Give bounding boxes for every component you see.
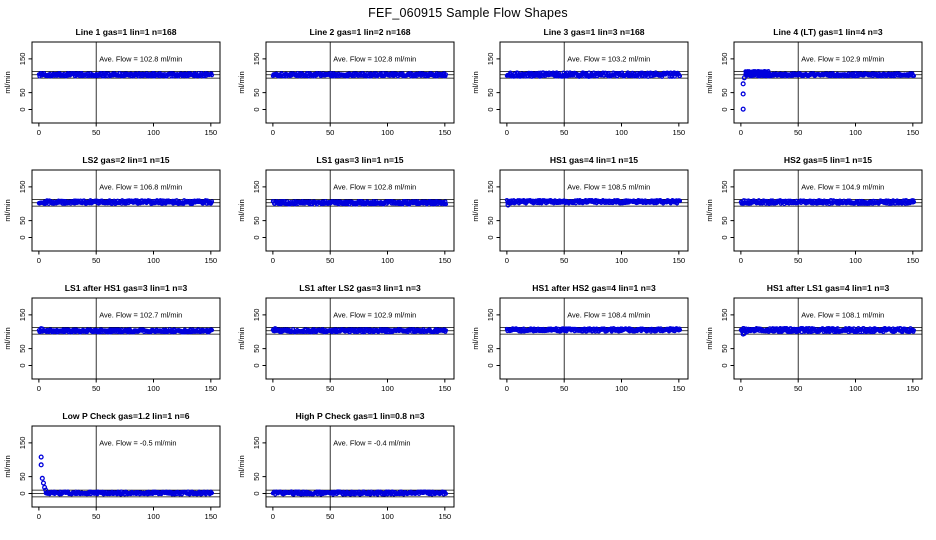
y-axis-label: ml/min (237, 327, 246, 350)
flow-panel-5 (0, 152, 234, 280)
x-tick-label: 50 (793, 128, 803, 137)
y-tick-label: 0 (486, 107, 495, 112)
y-tick-label: 50 (252, 216, 261, 225)
x-tick-label: 50 (559, 256, 569, 265)
y-tick-label: 50 (18, 216, 27, 225)
data-point (678, 75, 681, 78)
flow-panel-3 (468, 24, 702, 152)
transient-point (741, 92, 745, 96)
flow-plot-svg (0, 24, 234, 152)
x-tick-label: 0 (36, 384, 41, 393)
y-axis-label: ml/min (705, 199, 714, 222)
ave-flow-annotation: Ave. Flow = 102.8 ml/min (333, 182, 417, 192)
flow-panel-14 (234, 408, 468, 536)
panel-title: Line 4 (LT) gas=1 lin=4 n=3 (773, 27, 883, 37)
x-tick-label: 0 (270, 256, 275, 265)
flow-plot-svg (0, 408, 234, 536)
flow-panel-6 (234, 152, 468, 280)
ave-flow-annotation: Ave. Flow = 108.1 ml/min (801, 310, 885, 320)
x-tick-label: 150 (204, 256, 218, 265)
y-tick-label: 0 (252, 491, 261, 496)
y-tick-label: 0 (252, 107, 261, 112)
x-tick-label: 0 (738, 128, 743, 137)
flow-panel-9 (0, 280, 234, 408)
ave-flow-annotation: Ave. Flow = 102.7 ml/min (99, 310, 183, 320)
ave-flow-annotation: Ave. Flow = -0.5 ml/min (99, 438, 177, 448)
x-tick-label: 0 (36, 128, 41, 137)
panel-title: Line 1 gas=1 lin=1 n=168 (75, 27, 177, 37)
panel-title: High P Check gas=1 lin=0.8 n=3 (295, 411, 425, 421)
y-axis-label: ml/min (3, 327, 12, 350)
y-tick-label: 150 (18, 436, 27, 450)
ave-flow-annotation: Ave. Flow = 104.9 ml/min (801, 182, 885, 192)
transient-point (40, 476, 44, 480)
flow-panel-12 (702, 280, 936, 408)
y-tick-label: 0 (252, 363, 261, 368)
x-tick-label: 150 (438, 128, 452, 137)
y-tick-label: 150 (252, 308, 261, 322)
transient-point (741, 82, 745, 86)
y-tick-label: 50 (720, 216, 729, 225)
flow-plot-svg (702, 24, 936, 152)
y-tick-label: 50 (252, 344, 261, 353)
ave-flow-annotation: Ave. Flow = 103.2 ml/min (567, 54, 651, 64)
panel-title: LS1 after LS2 gas=3 lin=1 n=3 (299, 283, 421, 293)
x-tick-label: 50 (91, 128, 101, 137)
y-tick-label: 150 (252, 180, 261, 194)
y-axis-label: ml/min (471, 199, 480, 222)
x-tick-label: 100 (147, 128, 160, 137)
x-tick-label: 0 (738, 256, 743, 265)
y-tick-label: 50 (486, 88, 495, 97)
y-axis-label: ml/min (3, 71, 12, 94)
x-tick-label: 100 (381, 256, 394, 265)
y-tick-label: 0 (18, 363, 27, 368)
x-tick-label: 150 (204, 128, 218, 137)
y-tick-label: 50 (720, 88, 729, 97)
page-title: FEF_060915 Sample Flow Shapes (368, 6, 568, 20)
panel-title: Line 3 gas=1 lin=3 n=168 (543, 27, 645, 37)
x-tick-label: 0 (36, 512, 41, 521)
ave-flow-annotation: Ave. Flow = 108.5 ml/min (567, 182, 651, 192)
x-tick-label: 150 (204, 512, 218, 521)
y-tick-label: 50 (18, 344, 27, 353)
y-axis-label: ml/min (237, 199, 246, 222)
x-tick-label: 150 (438, 512, 452, 521)
x-tick-label: 100 (615, 256, 628, 265)
flow-plot-svg (0, 152, 234, 280)
ave-flow-annotation: Ave. Flow = 106.8 ml/min (99, 182, 183, 192)
x-tick-label: 100 (381, 512, 394, 521)
x-tick-label: 150 (204, 384, 218, 393)
flow-plot-svg (468, 280, 702, 408)
panel-title: LS1 gas=3 lin=1 n=15 (316, 155, 404, 165)
x-tick-label: 0 (738, 384, 743, 393)
x-tick-label: 100 (147, 256, 160, 265)
y-tick-label: 50 (720, 344, 729, 353)
flow-panel-4 (702, 24, 936, 152)
y-tick-label: 150 (720, 180, 729, 194)
y-tick-label: 0 (18, 107, 27, 112)
y-axis-label: ml/min (237, 455, 246, 478)
y-axis-label: ml/min (3, 455, 12, 478)
x-tick-label: 100 (615, 128, 628, 137)
y-tick-label: 50 (252, 88, 261, 97)
x-tick-label: 100 (147, 384, 160, 393)
x-tick-label: 0 (504, 256, 509, 265)
y-axis-label: ml/min (471, 327, 480, 350)
x-tick-label: 150 (906, 256, 920, 265)
x-tick-label: 0 (36, 256, 41, 265)
flow-panel-2 (234, 24, 468, 152)
y-tick-label: 50 (18, 88, 27, 97)
transient-point (39, 455, 43, 459)
x-tick-label: 50 (793, 384, 803, 393)
y-axis-label: ml/min (471, 71, 480, 94)
y-tick-label: 150 (720, 52, 729, 66)
y-tick-label: 0 (486, 363, 495, 368)
flow-plot-svg (234, 24, 468, 152)
y-tick-label: 150 (486, 52, 495, 66)
y-axis-label: ml/min (705, 327, 714, 350)
panel-title: LS1 after HS1 gas=3 lin=1 n=3 (64, 283, 188, 293)
y-tick-label: 50 (486, 344, 495, 353)
transient-point (42, 481, 46, 485)
flow-plot-svg (0, 280, 234, 408)
x-tick-label: 50 (325, 256, 335, 265)
y-tick-label: 50 (252, 472, 261, 481)
x-tick-label: 50 (91, 384, 101, 393)
x-tick-label: 0 (504, 384, 509, 393)
panel-title: HS2 gas=5 lin=1 n=15 (783, 155, 873, 165)
flow-plot-svg (234, 152, 468, 280)
x-tick-label: 50 (793, 256, 803, 265)
x-tick-label: 150 (672, 128, 686, 137)
x-tick-label: 150 (672, 256, 686, 265)
ave-flow-annotation: Ave. Flow = 102.8 ml/min (333, 54, 417, 64)
y-tick-label: 0 (18, 235, 27, 240)
plot-grid (0, 24, 936, 536)
y-tick-label: 150 (18, 180, 27, 194)
ave-flow-annotation: Ave. Flow = 102.8 ml/min (99, 54, 183, 64)
panel-title: HS1 after HS2 gas=4 lin=1 n=3 (532, 283, 656, 293)
flow-panel-13 (0, 408, 234, 536)
flow-panel-1 (0, 24, 234, 152)
x-tick-label: 150 (438, 384, 452, 393)
flow-plot-svg (234, 408, 468, 536)
x-tick-label: 150 (438, 256, 452, 265)
x-tick-label: 0 (270, 384, 275, 393)
flow-panel-11 (468, 280, 702, 408)
x-tick-label: 50 (325, 384, 335, 393)
y-tick-label: 150 (486, 308, 495, 322)
flow-plot-svg (702, 152, 936, 280)
x-tick-label: 50 (559, 384, 569, 393)
flow-panel-10 (234, 280, 468, 408)
y-tick-label: 0 (720, 107, 729, 112)
transient-point (741, 107, 745, 111)
y-tick-label: 150 (252, 52, 261, 66)
x-tick-label: 50 (325, 128, 335, 137)
flow-plot-svg (234, 280, 468, 408)
ave-flow-annotation: Ave. Flow = 108.4 ml/min (567, 310, 651, 320)
ave-flow-annotation: Ave. Flow = 102.9 ml/min (801, 54, 885, 64)
x-tick-label: 50 (91, 256, 101, 265)
y-tick-label: 150 (252, 436, 261, 450)
panel-title: HS1 gas=4 lin=1 n=15 (549, 155, 639, 165)
panel-title: Line 2 gas=1 lin=2 n=168 (309, 27, 411, 37)
x-tick-label: 100 (849, 384, 862, 393)
y-tick-label: 150 (18, 308, 27, 322)
x-tick-label: 100 (849, 256, 862, 265)
x-tick-label: 100 (849, 128, 862, 137)
panel-title: Low P Check gas=1.2 lin=1 n=6 (62, 411, 190, 421)
x-tick-label: 150 (906, 128, 920, 137)
y-axis-label: ml/min (237, 71, 246, 94)
x-tick-label: 150 (672, 384, 686, 393)
y-tick-label: 150 (18, 52, 27, 66)
x-tick-label: 0 (270, 512, 275, 521)
y-axis-label: ml/min (705, 71, 714, 94)
y-tick-label: 0 (720, 235, 729, 240)
y-tick-label: 150 (720, 308, 729, 322)
y-tick-label: 0 (486, 235, 495, 240)
y-axis-label: ml/min (3, 199, 12, 222)
flow-plot-svg (702, 280, 936, 408)
x-tick-label: 100 (147, 512, 160, 521)
y-tick-label: 0 (18, 491, 27, 496)
x-tick-label: 100 (615, 384, 628, 393)
x-tick-label: 50 (325, 512, 335, 521)
flow-plot-svg (468, 24, 702, 152)
y-tick-label: 150 (486, 180, 495, 194)
x-tick-label: 0 (270, 128, 275, 137)
flow-plot-svg (468, 152, 702, 280)
x-tick-label: 100 (381, 128, 394, 137)
ave-flow-annotation: Ave. Flow = 102.9 ml/min (333, 310, 417, 320)
ave-flow-annotation: Ave. Flow = -0.4 ml/min (333, 438, 411, 448)
y-tick-label: 0 (720, 363, 729, 368)
y-tick-label: 0 (252, 235, 261, 240)
flow-panel-8 (702, 152, 936, 280)
x-tick-label: 50 (91, 512, 101, 521)
y-tick-label: 50 (18, 472, 27, 481)
panel-title: LS2 gas=2 lin=1 n=15 (82, 155, 170, 165)
y-tick-label: 50 (486, 216, 495, 225)
x-tick-label: 50 (559, 128, 569, 137)
transient-point (39, 463, 43, 467)
x-tick-label: 0 (504, 128, 509, 137)
flow-panel-7 (468, 152, 702, 280)
panel-title: HS1 after LS1 gas=4 lin=1 n=3 (766, 283, 890, 293)
x-tick-label: 150 (906, 384, 920, 393)
x-tick-label: 100 (381, 384, 394, 393)
